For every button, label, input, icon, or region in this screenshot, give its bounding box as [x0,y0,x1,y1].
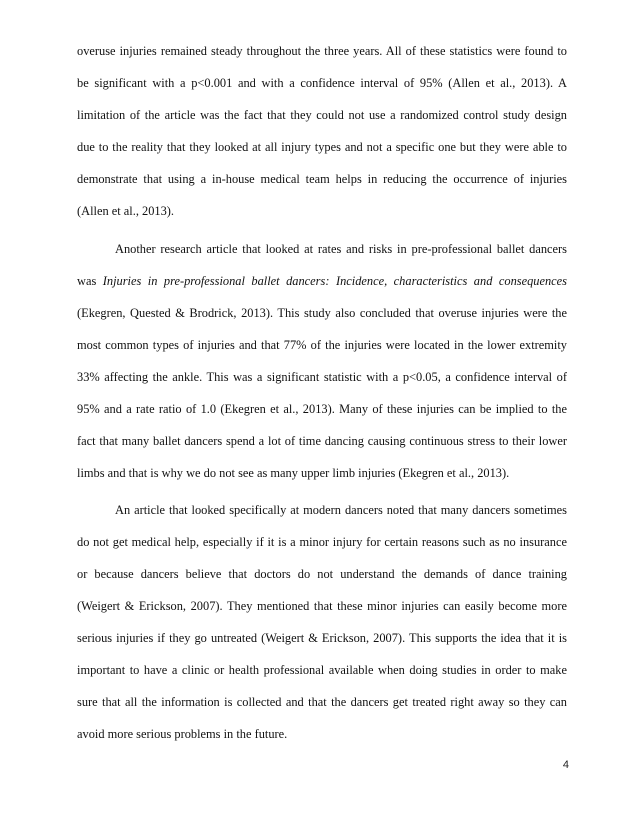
paragraph-2-line-2 [77,273,567,289]
paragraph-3-line-8: avoid more serious problems in the future. [77,727,288,741]
paragraph-3-line-7: sure that all the information is collected and that the dancers get treated right away so they can [77,695,567,709]
paragraph-1-line-1: overuse injuries remained steady throughout the three years. All of these statistics were found to [77,44,567,58]
paragraph-2-line-7: fact that many ballet dancers spend a lot of time dancing causing continuous stress to their lower [77,434,567,448]
paragraph-3-line-2: do not get medical help, especially if it is a minor injury for certain reasons such as no insurance [77,535,567,549]
paragraph-1-line-2: be significant with a p<0.001 and with a confidence interval of 95% (Allen et al., 2013). A [77,76,567,90]
paragraph-1-line-6: (Allen et al., 2013). [77,204,175,218]
paragraph-2-line-4: most common types of injuries and that 77% of the injuries were located in the lower extremity [77,338,567,352]
paragraph-2-line-8: limbs and that is why we do not see as many upper limb injuries (Ekegren et al., 2013). [77,466,510,480]
paragraph-3-line-6: important to have a clinic or health professional available when doing studies in order to make [77,663,567,677]
paragraph-2-line-5: 33% affecting the ankle. This was a significant statistic with a p<0.05, a confidence interval of [77,370,567,384]
paragraph-2-line-1: Another research article that looked at rates and risks in pre-professional ballet dancers [115,242,567,256]
paragraph-2-line-2-prefix: was [77,274,103,288]
page-number: 4 [562,759,569,771]
paragraph-3-line-4: (Weigert & Erickson, 2007). They mentioned that these minor injuries can easily become more [77,599,567,613]
paragraph-1-line-5: demonstrate that using a in-house medical team helps in reducing the occurrence of injuries [77,172,567,186]
paragraph-1-line-3: limitation of the article was the fact that they could not use a randomized control study design [77,108,567,122]
cited-article-title: Injuries in pre-professional ballet dancers: Incidence, characteristics and consequences [102,274,567,288]
paragraph-3-line-1: An article that looked specifically at modern dancers noted that many dancers sometimes [115,503,567,517]
paragraph-2-line-6: 95% and a rate ratio of 1.0 (Ekegren et al., 2013). Many of these injuries can be implied to the [77,402,567,416]
paragraph-1-line-4: due to the reality that they looked at all injury types and not a specific one but they were able to [77,140,567,154]
paragraph-3-line-3: or because dancers believe that doctors do not understand the demands of dance training [77,567,567,581]
paragraph-3-line-5: serious injuries if they go untreated (Weigert & Erickson, 2007). This supports the idea that it is [77,631,567,645]
paragraph-2-line-3: (Ekegren, Quested & Brodrick, 2013). This study also concluded that overuse injuries were the [77,306,567,320]
